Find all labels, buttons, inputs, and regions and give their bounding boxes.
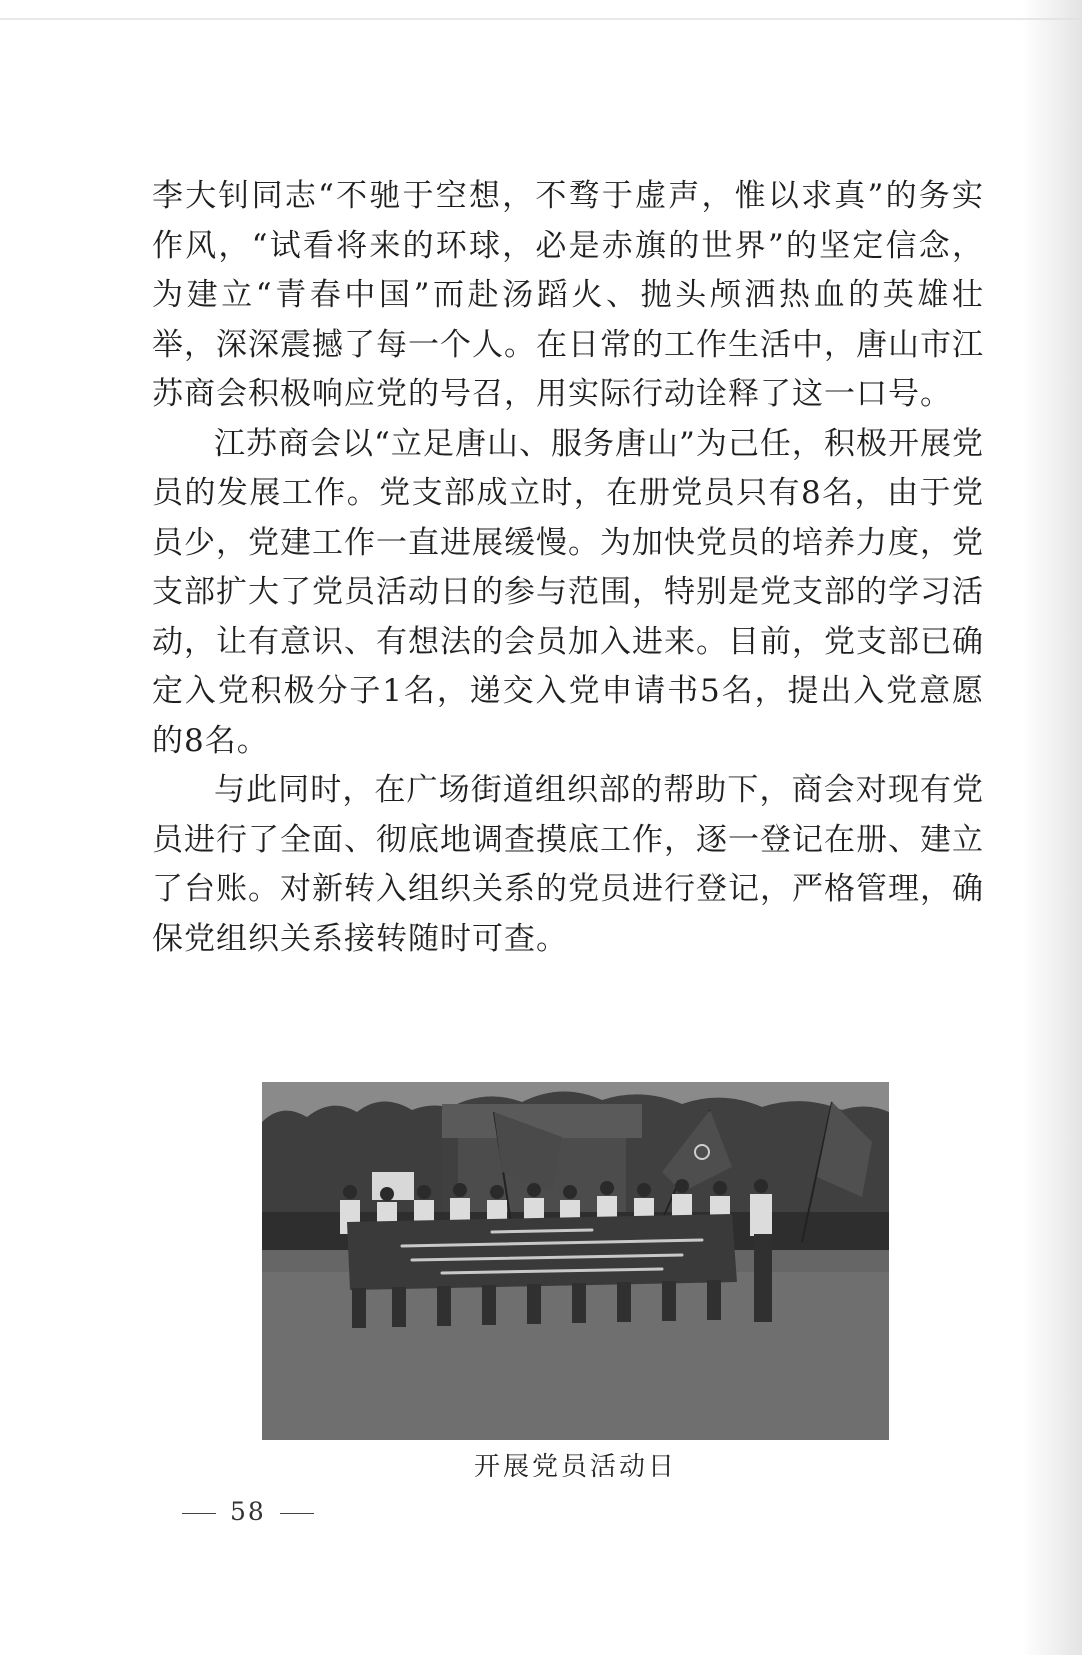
group-photo <box>262 1082 889 1440</box>
page-edge <box>0 18 1082 20</box>
folio-dash-right <box>280 1513 314 1514</box>
paragraph-3: 与此同时，在广场街道组织部的帮助下，商会对现有党员进行了全面、彻底地调查摸底工作，逐一登记在册、建立了台账。对新转入组织关系的党员进行登记，严格管理，确保党组织关系接转随时可查。 <box>152 772 984 957</box>
figure-caption: 开展党员活动日 <box>473 1452 677 1482</box>
paragraph-2: 江苏商会以“立足唐山、服务唐山”为己任，积极开展党员的发展工作。党支部成立时，在册党员只有8名，由于党员少，党建工作一直进展缓慢。为加快党员的培养力度，党支部扩大了党员活动日的参与范围，特别是党支部的学习活动，让有意识、有想法的会员加入进来。目前，党支部已确定入党积极分子1名，递交入党申请书5名，提出入党意愿的8名。 <box>152 425 984 759</box>
page-number-value: 58 <box>230 1497 266 1526</box>
body-text <box>152 172 984 964</box>
page-number <box>168 1497 328 1526</box>
folio-dash-left <box>182 1513 216 1514</box>
page-gutter-shadow <box>1022 0 1082 1655</box>
paragraph-1: 李大钊同志“不驰于空想，不骛于虚声，惟以求真”的务实作风，“试看将来的环球，必是赤旗的世界”的坚定信念，为建立“青春中国”而赴汤蹈火、抛头颅洒热血的英雄壮举，深深震撼了每一个人。在日常的工作生活中，唐山市江苏商会积极响应党的号召，用实际行动诠释了这一口号。 <box>152 178 984 412</box>
